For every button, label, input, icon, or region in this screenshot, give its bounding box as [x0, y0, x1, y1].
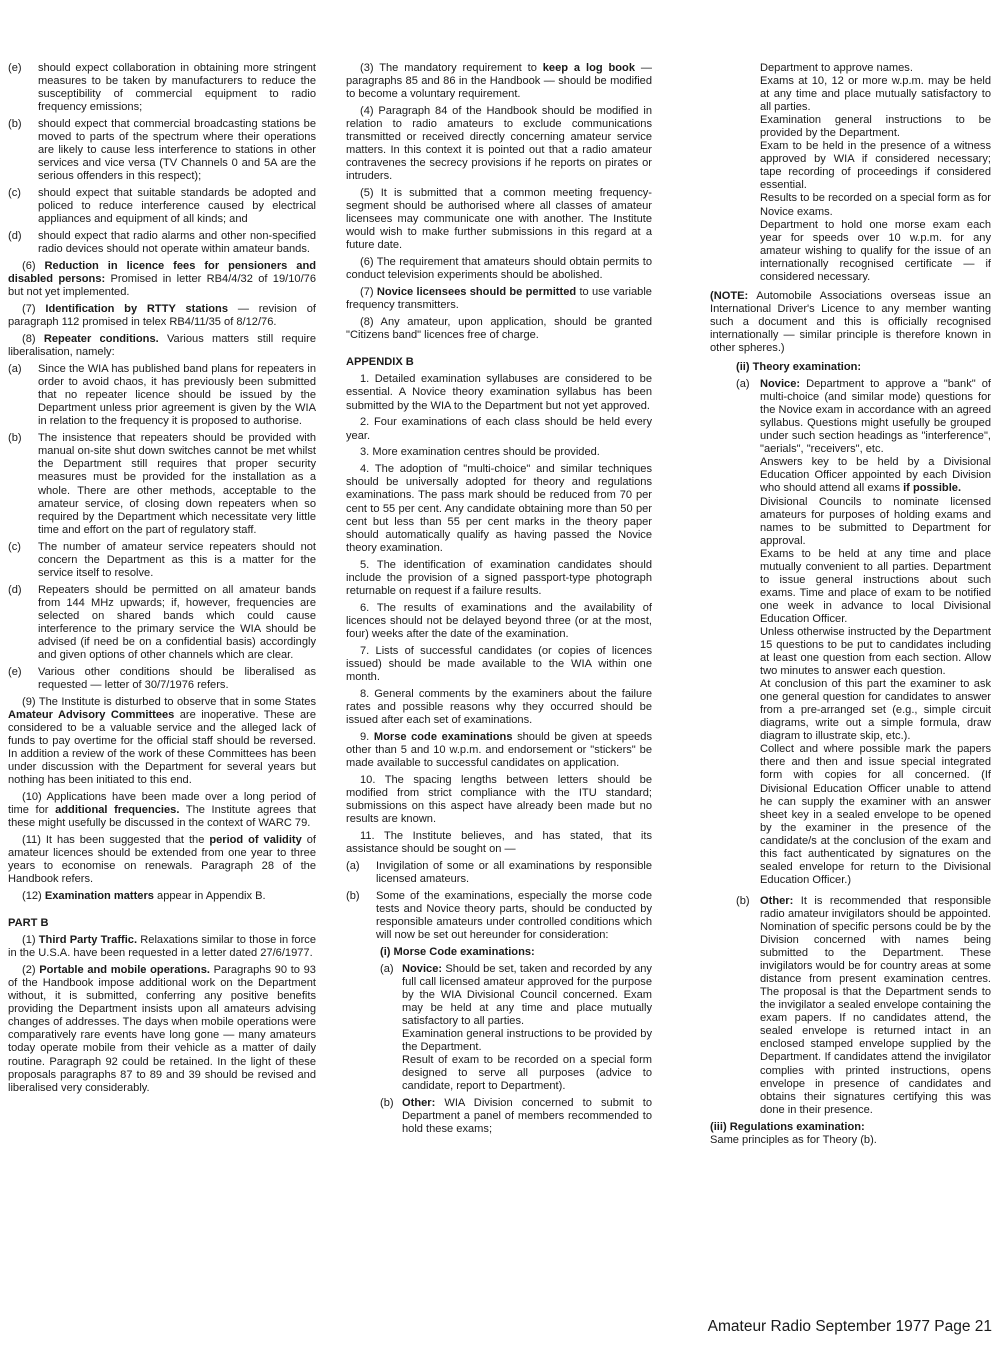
- list-item: [736, 378, 991, 887]
- item-text: Some of the examinations, especially the morse code tests and Novice theory parts, should be conducted by responsible amateurs under controlled conditions which will now be set out hereunder for consideration:: [376, 889, 652, 941]
- item-marker: (b): [8, 118, 22, 131]
- subsection-heading: (iii) Regulations examination:: [710, 1120, 865, 1133]
- paragraph: (1) Third Party Traffic. Relaxations similar to those in force in the U.S.A. have been requested in a letter dated 27/6/1977.: [8, 934, 316, 960]
- column-left: [8, 62, 316, 1099]
- item-text: should expect that suitable standards be adopted and policed to reduce interference caused by electrical appliances and equipment of all kinds; and: [38, 187, 316, 226]
- item-text: The number of amateur service repeaters should not concern the Department as this is a matter for the service itself to resolve.: [38, 540, 316, 579]
- page-footer: Amateur Radio September 1977 Page 21: [707, 1318, 992, 1335]
- paragraph: Same principles as for Theory (b).: [710, 1133, 877, 1146]
- list-item: [8, 541, 316, 580]
- item-text: Various other conditions should be liberalised as requested — letter of 30/7/1976 refers.: [38, 665, 316, 691]
- item-text: The insistence that repeaters should be provided with manual on-site shut down switches cannot be met whilst the Department still requires that proper security measures must be provided for the installation as a whole. There are other methods, acceptable to the amateur service, of closing down repeaters when so required by the Department which necessitate very little time and effort on the part of regulatory staff.: [38, 432, 316, 536]
- item-marker: (e): [8, 665, 22, 678]
- paragraph: (9) The Institute is disturbed to observe that in some States Amateur Advisory Committees are inoperative. These are considered to be a valuable service and the alleged lack of funds to pay overtime for the official staff should be reversed. In addition a review of the work of these Committees has been under discussion with the Department for several years but nothing has been initiated to this end.: [8, 695, 316, 787]
- item-text: Novice: Department to approve a "bank" of multi-choice (and similar mode) questions for the Novice exam in accordance with an agreed syllabus. Questions might usefully be grouped under such section headings as "interference", "aerials", "receivers", etc. Answers key to be held by a Divisional Education Officer appointed by each Division who should attend all exams if possible. Divisional Councils to nominate licensed amateurs for purposes of holding exams and names to be submitted to Department for approval. Exams to be held at any time and place mutually convenient to all parties. Department to issue general instructions about such exams. Time and place of exam to be notified one week in advance to local Divisional Education Officer. Unless otherwise instructed by the Department 15 questions to be put to candidates including at least one question from each section. Allow two minutes to answer each question. At conclusion of this part the examiner to ask one general question for candidates to answer from a pre-arranged set (e.g., simple circuit diagrams, write out a simple formula, draw diagram to illustrate skip, etc.). Collect and where possible mark the papers there and then and issue special integrated form with copies for all concerned. (If Divisional Education Officer unable to attend he can supply the examiner with an answer sheet key in a sealed envelope to be opened by the examiner in the presence of the candidate/s at the conclusion of the exam and this fact authenticated by signatures on the sealed envelope for return to the Divisional Education Officer.): [760, 378, 991, 886]
- item-marker: (c): [8, 187, 21, 200]
- paragraph: (5) It is submitted that a common meeting frequency-segment should be authorised where all classes of amateur licensees may communicate one with another. The Institute would wish to make further submissions in this regard at a future date.: [346, 187, 652, 252]
- list-item: [8, 432, 316, 536]
- item-text: Invigilation of some or all examinations by responsible licensed amateurs.: [376, 859, 652, 885]
- paragraph: (6) The requirement that amateurs should obtain permits to conduct television experiments should be abolished.: [346, 256, 652, 282]
- item-marker: (b): [736, 894, 750, 907]
- item-text: should expect that commercial broadcasting stations be moved to parts of the spectrum where their operations are likely to cause less interference to stations in other services and vice versa (TV Channels 0 and 5A are the serious offenders in this respect);: [38, 118, 316, 183]
- list-item: [346, 860, 652, 886]
- paragraph: 3. More examination centres should be provided.: [360, 446, 600, 459]
- item-text: Repeaters should be permitted on all amateur bands from 144 MHz upwards; if, however, frequencies are selected on shared bands which could cause interference to the primary service the WIA should be advised (if need be on a confidential basis) accordingly and given options of other channels which are clear.: [38, 583, 316, 661]
- paragraph: 5. The identification of examination candidates should include the provision of a signed passport-type photograph returnable on request if a failure results.: [346, 558, 652, 597]
- note-paragraph: (NOTE: Automobile Associations overseas issue an International Driver's Licence to any member wanting such a document and this is officially recognised internationally — similar principle is therefore known in other spheres.): [710, 289, 991, 354]
- list-item: [8, 187, 316, 226]
- paragraph: 2. Four examinations of each class should be held every year.: [346, 416, 652, 442]
- item-text: should expect that radio alarms and other non-specified radio devices should not operate within amateur bands.: [38, 230, 316, 256]
- item-marker: (a): [380, 962, 394, 975]
- item-text: Other: It is recommended that responsible radio amateur invigilators should be appointed. Nomination of specific persons could be by the Division concerned with names being submitted to the Department. These invigilators would be for country areas at some distance from present examination centres. The proposal is that the Department sends to the invigilator a sealed envelope containing the exam papers. If no candidates attend, the sealed envelope is returned intact in an enclosed stamped envelope supplied by the Department. If candidates attend the invigilator complies with printed instructions, opens envelope in presence of candidates and obtains their signatures certifying this was done in their presence.: [760, 894, 991, 1116]
- paragraph: 4. The adoption of "multi-choice" and similar techniques should be universally adopted for theory and regulations examinations. The pass mark should be reduced from 70 per cent to 55 per cent. Any candidate obtaining more than 50 per cent but less than 55 per cent marks in the theory paper should automatically qualify as having passed the Novice theory examination.: [346, 463, 652, 554]
- subsection-heading: (i) Morse Code examinations:: [380, 945, 535, 958]
- paragraph: (12) Examination matters appear in Appendix B.: [22, 890, 266, 903]
- list-item: [380, 963, 652, 1093]
- morse-other-continuation: Department to approve names. Exams at 10, 12 or more w.p.m. may be held at any time and place mutually satisfactory to all parties. Examination general instructions to be provided by the Department. Exam to be held in the presence of a witness approved by WIA if considered necessary; tape recording of proceedings if considered essential. Results to be recorded on a special form as for Novice exams. Department to hold one morse exam each year for speeds over 10 w.p.m. for any amateur wishing to qualify for the issue of an internationally recognised certificate — if considered necessary.: [760, 62, 991, 283]
- item-text: Other: WIA Division concerned to submit to Department a panel of members recommended to hold these exams;: [402, 1097, 652, 1136]
- list-item: [8, 584, 316, 662]
- item-text: Since the WIA has published band plans for repeaters in order to avoid chaos, it has previously been submitted that no repeater licence should be issued by the Department unless prior agreement is given by the WIA in relation to the frequency it is proposed to authorise.: [38, 363, 316, 428]
- list-item: [8, 118, 316, 183]
- item-marker: (e): [8, 62, 22, 74]
- list-item: [380, 1097, 652, 1136]
- paragraph: (7) Novice licensees should be permitted to use variable frequency transmitters.: [346, 286, 652, 312]
- item-marker: (a): [346, 859, 360, 872]
- list-item: [736, 895, 991, 1117]
- item-marker: (b): [8, 432, 22, 445]
- paragraph: (11) It has been suggested that the period of validity of amateur licences should be extended from one year to three years to economise on renewals. Paragraph 28 of the Handbook refers.: [8, 834, 316, 886]
- item-marker: (b): [346, 889, 360, 902]
- paragraph: 8. General comments by the examiners about the failure rates and possible reasons why they occurred should be issued after each set of examinations.: [346, 687, 652, 726]
- paragraph: 1. Detailed examination syllabuses are considered to be essential. A Novice theory examination syllabus has been submitted by the WIA to the Department but not yet approved.: [346, 373, 652, 412]
- paragraph: 6. The results of examinations and the availability of licences should not be delayed beyond three (or at the most, four) weeks after the date of the examination.: [346, 601, 652, 640]
- section-heading: PART B: [8, 917, 49, 930]
- paragraph: (8) Any amateur, upon application, should be granted "Citizens band" licences free of charge.: [346, 316, 652, 342]
- paragraph: 7. Lists of successful candidates (or copies of licences issued) should be made available to the WIA within one month.: [346, 644, 652, 683]
- paragraph: 11. The Institute believes, and has stated, that its assistance should be sought on —: [346, 829, 652, 855]
- paragraph: 9. Morse code examinations should be given at speeds other than 5 and 10 w.p.m. and endorsement or "stickers" be made available to successful candidates on application.: [346, 730, 652, 769]
- paragraph: (8) Repeater conditions. Various matters still require liberalisation, namely:: [8, 333, 316, 359]
- item-text: should expect collaboration in obtaining more stringent measures to be taken by manufacturers to reduce the susceptibility of commercial equipment to radio frequency emissions;: [38, 62, 316, 114]
- paragraph: (2) Portable and mobile operations. Paragraphs 90 to 93 of the Handbook impose additional work on the Department without, it is submitted, conferring any positive benefits providing the Department insists upon all amateurs advising changes of addresses. The days when mobile operations were comparatively rare events have long gone — many amateurs today operate mobile from their vehicle as a matter of daily routine. Paragraph 92 could be retained. In the light of these proposals paragraphs 87 to 89 and 39 should be revised and liberalised very considerably.: [8, 964, 316, 1094]
- paragraph: (3) The mandatory requirement to keep a log book — paragraphs 85 and 86 in the Handbook — should be modified to become a voluntary requirement.: [346, 62, 652, 101]
- list-item: [8, 230, 316, 256]
- item-text: Novice: Should be set, taken and recorded by any full call licensed amateur approved for the purpose by the WIA Divisional Council concerned. Exam may be held at any time and place mutually satisfactory to all parties. Examination general instructions to be provided by the Department. Result of exam to be recorded on a special form designed to serve all purposes (advice to candidate, report to Department).: [402, 962, 652, 1093]
- list-item: [8, 62, 316, 114]
- paragraph: (6) Reduction in licence fees for pensioners and disabled persons: Promised in letter RB4/4/32 of 19/10/76 but not yet implemented.: [8, 260, 316, 299]
- column-right: [710, 62, 991, 1151]
- item-marker: (a): [8, 363, 22, 376]
- paragraph: (4) Paragraph 84 of the Handbook should be modified in relation to radio amateurs to exclude communications transmitted or received directly concerning amateur service matters. In this context it is pointed out that a radio amateur contravenes the secrecy provisions if he reports on pirates or intruders.: [346, 105, 652, 183]
- item-marker: (b): [380, 1097, 394, 1110]
- item-marker: (c): [8, 540, 21, 553]
- paragraph: 10. The spacing lengths between letters should be modified from strict compliance with the ITU standard; submissions on this aspect have already been made but no results are known.: [346, 773, 652, 825]
- item-marker: (a): [736, 378, 750, 391]
- column-middle: [346, 62, 652, 1140]
- paragraph: (7) Identification by RTTY stations — revision of paragraph 112 promised in telex RB4/11/35 of 8/12/76.: [8, 303, 316, 329]
- paragraph: (10) Applications have been made over a long period of time for additional frequencies. The Institute agrees that these might usefully be discussed in the context of WARC 79.: [8, 791, 316, 830]
- section-heading: APPENDIX B: [346, 356, 414, 369]
- list-item: [8, 666, 316, 692]
- list-item: [8, 363, 316, 428]
- subsection-heading: (ii) Theory examination:: [736, 361, 862, 374]
- list-item: [346, 890, 652, 942]
- item-marker: (d): [8, 230, 22, 243]
- item-marker: (d): [8, 583, 22, 596]
